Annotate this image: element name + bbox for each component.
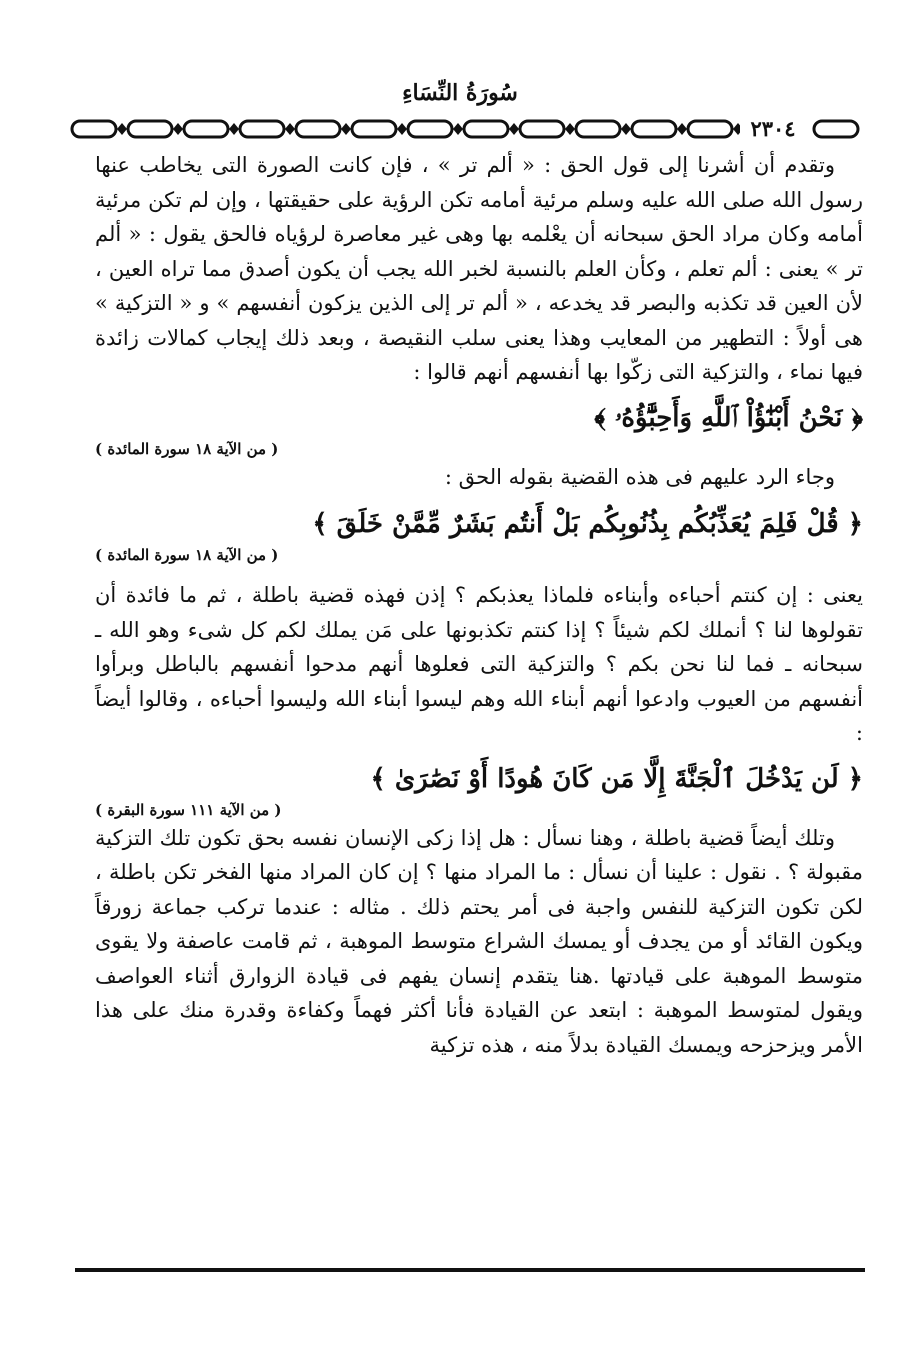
page-number: ٢٣٠٤ [740, 116, 806, 142]
quran-verse-3: ﴿ لَن يَدْخُلَ ٱلْجَنَّةَ إِلَّا مَن كَانَ هُودًا أَوْ نَصَٰرَىٰ ﴾ [370, 763, 863, 794]
quran-verse-1: ﴿ نَحْنُ أَبْنَٰٓؤُاْ ٱللَّهِ وَأَحِبَّٰٓؤُهُۥ ﴾ [594, 402, 863, 433]
paragraph-3: يعنى : إن كنتم أحباءه وأبناءه فلماذا يعذبكم ؟ إذن فهذه قضية باطلة ، ثم ما فائدة أن تقولوها لنا ؟ أنملك لكم شيئاً ؟ إذا كنتم تكذبونها على مَن يملك لكم كل شىء وهو الله ـ سبحانه ـ فما لنا نحن بكم ؟ والتزكية التى فعلوها أنهم مدحوا أنفسهم بالباطل وبرأوا أنفسهم من العيوب وادعوا أنهم أبناء الله وهم ليسوا أبناء الله وليسوا أحباءه ، وقالوا أيضاً : [95, 583, 863, 745]
paragraph-4: وتلك أيضاً قضية باطلة ، وهنا نسأل : هل إذا زكى الإنسان نفسه بحق تكون تلك التزكية مقبولة ؟ . نقول : علينا أن نسأل : ما المراد منها ؟ إن كان المراد منها الفخر تكن باطلة ، لكن تكون التزكية للنفس واجبة فى أمر يحتم ذلك . مثاله : عندما تركب جماعة زورقاً ويكون القائد أو من يجدف أو يمسك الشراع متوسط الموهبة ، ثم قامت عاصفة ولا يقوى متوسط الموهبة على قيادتها .هنا يتقدم إنسان يفهم فى قيادة الزوارق أثناء العواصف ويقول لمتوسط الموهبة : ابتعد عن القيادة فأنا أكثر فهماً وكفاءة وقدرة منك على هذا الأمر ويزحزحه ويمسك القيادة بدلاً منه ، هذه تزكية [95, 825, 863, 1057]
paragraph-2: وجاء الرد عليهم فى هذه القضية بقوله الحق : [444, 464, 835, 489]
quran-verse-2: ﴿ قُلْ فَلِمَ يُعَذِّبُكُم بِذُنُوبِكُم بَلْ أَنتُم بَشَرٌ مِّمَّنْ خَلَقَ ﴾ [312, 509, 863, 539]
verse-reference-2: ( من الآية ١٨ سورة المائدة ) [95, 546, 279, 564]
verse-reference-1: ( من الآية ١٨ سورة المائدة ) [95, 439, 279, 458]
page-body [95, 148, 863, 1062]
paragraph-1: وتقدم أن أشرنا إلى قول الحق : « ألم تر » ، فإن كانت الصورة التى يخاطب عنها رسول الله صلى الله عليه وسلم مرئية أمامه تكن الرؤية على حقيقتها ، وإن لم تكن مرئية أمامه وكان مراد الحق سبحانه أن يعْلمه بها وهى غير معاصرة لرؤياه فالحق يقول : « ألم تر » يعنى : ألم تعلم ، وكأن العلم بالنسبة لخبر الله يجب أن يكون أصدق مما تراه العين ، لأن العين قد تكذبه والبصر قد يخدعه ، « ألم تر إلى الذين يزكون أنفسهم » و « التزكية » هى أولاً : التطهير من المعايب وهذا يعنى سلب النقيصة ، وبعد ذلك إيجاب كمالات زائدة فيها نماء ، والتزكية التى زكّوا بها أنفسهم أنهم قالوا : [95, 153, 863, 384]
bottom-rule [75, 1268, 865, 1272]
surah-title: سُورَةُ النِّسَاءِ [402, 80, 518, 106]
verse-reference-3: ( من الآية ١١١ سورة البقرة ) [95, 800, 282, 819]
